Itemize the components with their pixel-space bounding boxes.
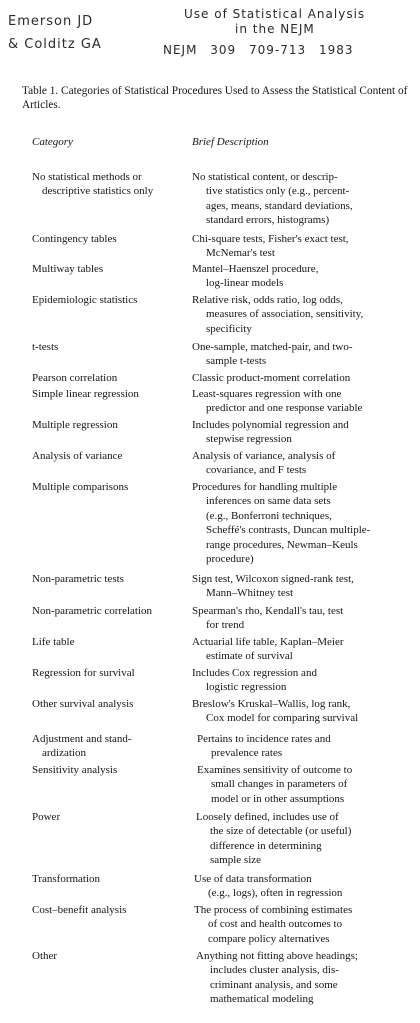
row-description bbox=[192, 418, 410, 447]
description-text-line: procedure) bbox=[206, 553, 254, 566]
row-category bbox=[32, 293, 192, 307]
description-text-line: The process of combining estimates bbox=[194, 904, 353, 916]
row-description bbox=[194, 903, 412, 946]
row-description bbox=[192, 293, 410, 336]
description-text-line: Chi-square tests, Fisher's exact test, bbox=[192, 233, 349, 245]
row-category bbox=[32, 635, 192, 649]
category-text-line: Adjustment and stand- bbox=[32, 733, 132, 745]
row-description bbox=[192, 635, 410, 664]
row-description bbox=[192, 262, 410, 291]
description-text-line: Actuarial life table, Kaplan–Meier bbox=[192, 636, 344, 648]
description-text-line: the size of detectable (or useful) bbox=[210, 825, 352, 838]
handwritten-author-line-2: & Colditz GA bbox=[8, 37, 102, 52]
description-text-line: small changes in parameters of bbox=[211, 778, 348, 791]
description-text-line: specificity bbox=[206, 322, 252, 335]
row-description bbox=[192, 371, 410, 385]
category-text-line: Power bbox=[32, 811, 61, 823]
description-text-line: range procedures, Newman–Keuls bbox=[206, 538, 358, 551]
description-text-line: Use of data transformation bbox=[194, 873, 312, 885]
category-text-line: descriptive statistics only bbox=[42, 185, 154, 198]
row-description bbox=[194, 872, 412, 901]
description-text-line: sample t-tests bbox=[206, 355, 267, 368]
row-description bbox=[192, 697, 410, 726]
row-description bbox=[192, 387, 410, 416]
description-text-line: measures of association, sensitivity, bbox=[206, 308, 364, 321]
row-category bbox=[32, 732, 192, 761]
row-category bbox=[32, 763, 192, 777]
row-description bbox=[192, 170, 410, 228]
category-text-line: Regression for survival bbox=[32, 667, 135, 679]
category-text-line: Contingency tables bbox=[32, 233, 117, 245]
row-description bbox=[192, 480, 410, 566]
row-description bbox=[197, 732, 415, 761]
description-text-line: Anything not fitting above headings; bbox=[196, 950, 358, 962]
row-category bbox=[32, 340, 192, 354]
row-category bbox=[32, 872, 192, 886]
description-text-line: compare policy alternatives bbox=[208, 932, 330, 945]
row-description bbox=[192, 340, 410, 369]
category-text-line: Epidemiologic statistics bbox=[32, 294, 138, 306]
description-text-line: predictor and one response variable bbox=[206, 402, 363, 415]
category-text-line: No statistical methods or bbox=[32, 171, 142, 183]
category-text-line: Pearson correlation bbox=[32, 372, 118, 384]
description-text-line: Mann–Whitney test bbox=[206, 587, 294, 600]
description-text-line: sample size bbox=[210, 854, 262, 867]
row-category bbox=[32, 480, 192, 494]
category-text-line: Life table bbox=[32, 636, 75, 648]
description-text-line: inferences on same data sets bbox=[206, 495, 331, 508]
table-caption: Table 1. Categories of Statistical Procedures Used to Assess the Statistical Content of Articles. bbox=[22, 85, 408, 111]
category-text-line: Non-parametric tests bbox=[32, 573, 124, 585]
description-text-line: for trend bbox=[206, 619, 245, 632]
handwritten-title-line-2: in the NEJM bbox=[235, 22, 315, 36]
row-description bbox=[196, 949, 414, 1007]
description-text-line: Examines sensitivity of outcome to bbox=[197, 764, 353, 776]
category-text-line: Cost–benefit analysis bbox=[32, 904, 127, 916]
description-text-line: prevalence rates bbox=[211, 747, 283, 760]
description-text-line: log-linear models bbox=[206, 277, 284, 290]
description-text-line: of cost and health outcomes to bbox=[208, 918, 343, 931]
description-text-line: ages, means, standard deviations, bbox=[206, 199, 353, 212]
description-text-line: One-sample, matched-pair, and two- bbox=[192, 341, 353, 353]
description-text-line: Procedures for handling multiple bbox=[192, 481, 338, 493]
category-text-line: Sensitivity analysis bbox=[32, 764, 118, 776]
row-description bbox=[192, 232, 410, 261]
row-category bbox=[32, 666, 192, 680]
description-text-line: Cox model for comparing survival bbox=[206, 712, 359, 725]
description-text-line: stepwise regression bbox=[206, 433, 292, 446]
description-text-line: includes cluster analysis, dis- bbox=[210, 964, 339, 977]
row-description bbox=[192, 604, 410, 633]
header-description: Brief Description bbox=[192, 136, 269, 148]
category-text-line: Multiple comparisons bbox=[32, 481, 129, 493]
row-category bbox=[32, 262, 192, 276]
category-text-line: Simple linear regression bbox=[32, 388, 139, 400]
row-category bbox=[32, 232, 192, 246]
description-text-line: Pertains to incidence rates and bbox=[197, 733, 331, 745]
category-text-line: Analysis of variance bbox=[32, 450, 123, 462]
description-text-line: estimate of survival bbox=[206, 650, 293, 663]
row-category bbox=[32, 418, 192, 432]
row-category bbox=[32, 170, 192, 199]
description-text-line: Includes polynomial regression and bbox=[192, 419, 349, 431]
row-description bbox=[197, 763, 415, 806]
description-text-line: Scheffé's contrasts, Duncan multiple- bbox=[206, 524, 371, 537]
description-text-line: Breslow's Kruskal–Wallis, log rank, bbox=[192, 698, 351, 710]
description-text-line: Includes Cox regression and bbox=[192, 667, 317, 679]
row-description bbox=[196, 810, 414, 868]
description-text-line: (e.g., logs), often in regression bbox=[208, 887, 343, 900]
category-text-line: Multiway tables bbox=[32, 263, 104, 275]
description-text-line: Sign test, Wilcoxon signed-rank test, bbox=[192, 573, 354, 585]
row-category bbox=[32, 387, 192, 401]
category-text-line: Non-parametric correlation bbox=[32, 605, 153, 617]
row-category bbox=[32, 572, 192, 586]
row-category bbox=[32, 697, 192, 711]
description-text-line: No statistical content, or descrip- bbox=[192, 171, 338, 183]
description-text-line: McNemar's test bbox=[206, 247, 275, 260]
handwritten-author-line-1: Emerson JD bbox=[8, 14, 94, 29]
row-category bbox=[32, 371, 192, 385]
header-category: Category bbox=[32, 136, 73, 148]
row-category bbox=[32, 604, 192, 618]
description-text-line: logistic regression bbox=[206, 681, 287, 694]
handwritten-citation: NEJM 309 709-713 1983 bbox=[163, 43, 354, 57]
description-text-line: standard errors, histograms) bbox=[206, 214, 330, 227]
description-text-line: Analysis of variance, analysis of bbox=[192, 450, 336, 462]
row-description bbox=[192, 449, 410, 478]
description-text-line: mathematical modeling bbox=[210, 993, 314, 1006]
description-text-line: (e.g., Bonferroni techniques, bbox=[206, 509, 332, 522]
description-text-line: difference in determining bbox=[210, 839, 322, 852]
row-category bbox=[32, 949, 192, 963]
row-description bbox=[192, 572, 410, 601]
description-text-line: Spearman's rho, Kendall's tau, test bbox=[192, 605, 344, 617]
description-text-line: Classic product-moment correlation bbox=[192, 372, 351, 384]
category-text-line: Transformation bbox=[32, 873, 101, 885]
description-text-line: Loosely defined, includes use of bbox=[196, 811, 339, 823]
description-text-line: model or in other assumptions bbox=[211, 792, 345, 805]
category-text-line: ardization bbox=[42, 747, 86, 760]
description-text-line: criminant analysis, and some bbox=[210, 978, 338, 991]
row-category bbox=[32, 449, 192, 463]
row-category bbox=[32, 810, 192, 824]
description-text-line: tive statistics only (e.g., percent- bbox=[206, 185, 350, 198]
description-text-line: covariance, and F tests bbox=[206, 464, 307, 477]
description-text-line: Least-squares regression with one bbox=[192, 388, 342, 400]
category-text-line: Other bbox=[32, 950, 58, 962]
category-text-line: Other survival analysis bbox=[32, 698, 134, 710]
row-category bbox=[32, 903, 192, 917]
handwritten-title-line-1: Use of Statistical Analysis bbox=[184, 7, 366, 21]
description-text-line: Mantel–Haenszel procedure, bbox=[192, 263, 319, 275]
category-text-line: t-tests bbox=[32, 341, 59, 353]
category-text-line: Multiple regression bbox=[32, 419, 118, 431]
row-description bbox=[192, 666, 410, 695]
description-text-line: Relative risk, odds ratio, log odds, bbox=[192, 294, 343, 306]
